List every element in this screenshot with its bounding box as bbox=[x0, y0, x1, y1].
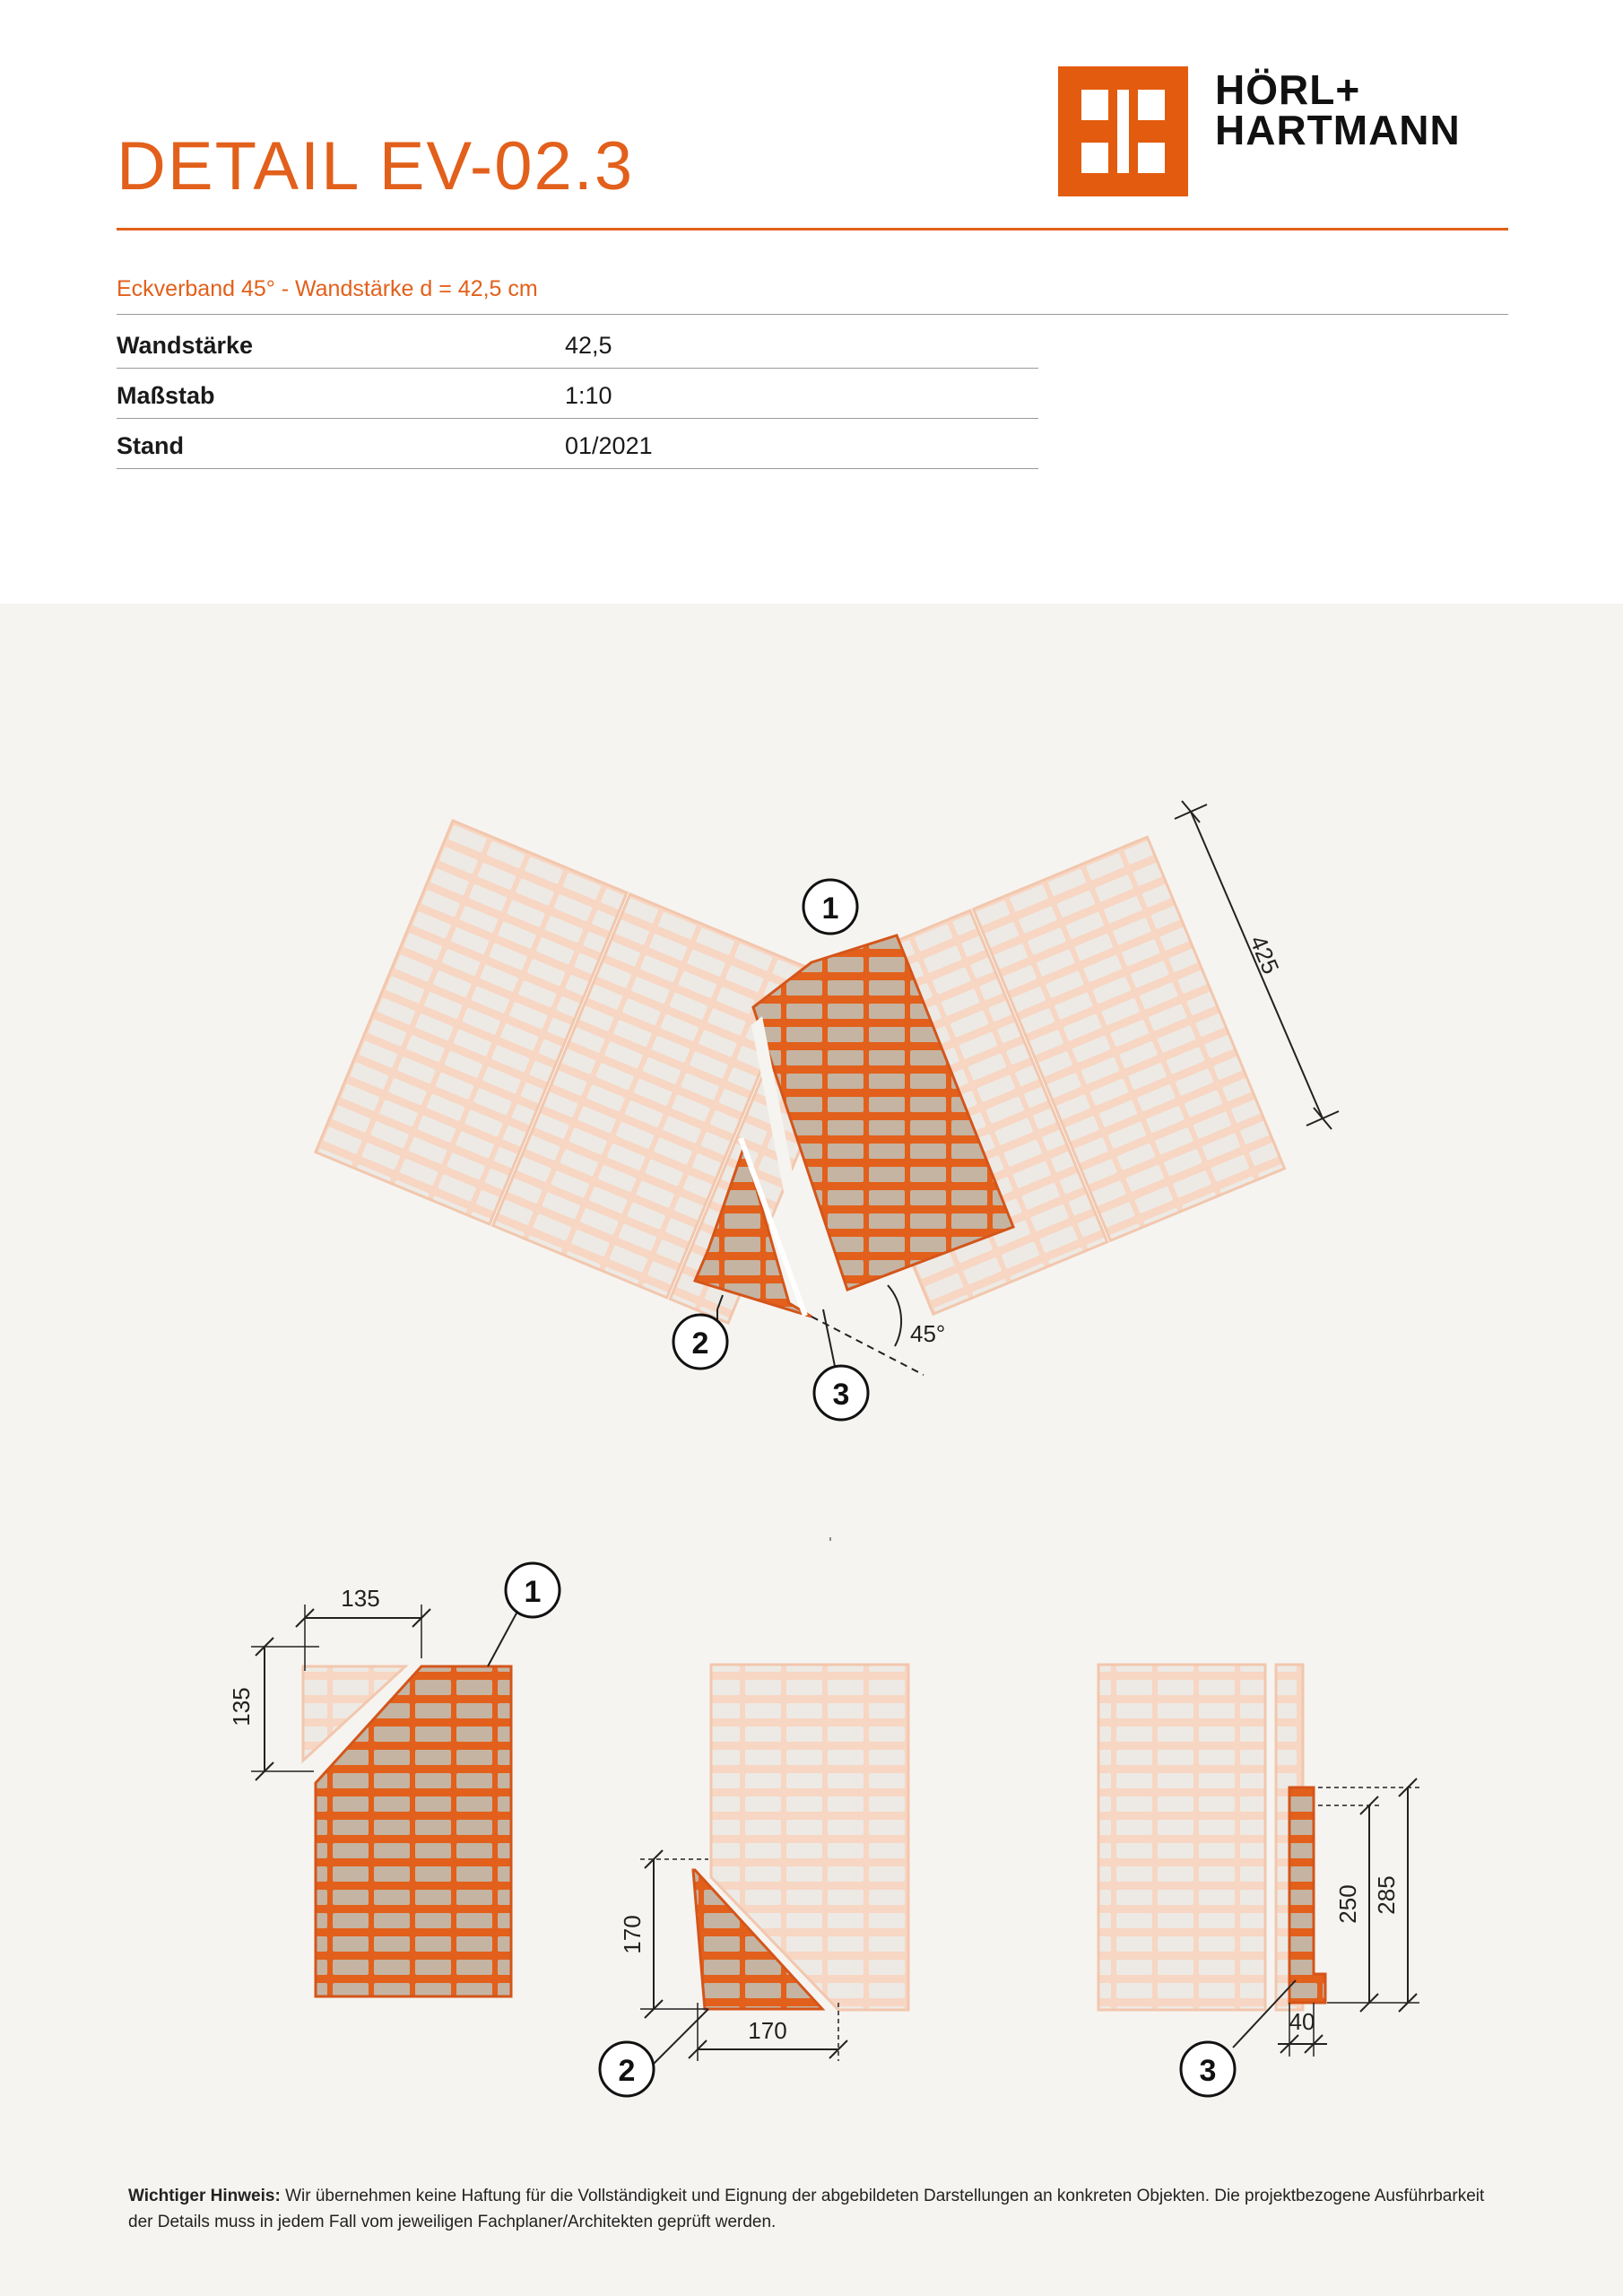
dim-d3-inner bbox=[1318, 1796, 1381, 2012]
property-label: Stand bbox=[117, 432, 185, 459]
page-subtitle: Eckverband 45° - Wandstärke d = 42,5 cm bbox=[117, 276, 538, 301]
disclaimer-note bbox=[128, 2183, 1509, 2235]
svg-text:2: 2 bbox=[618, 2054, 636, 2088]
logo-text-line1: HÖRL+ bbox=[1215, 66, 1361, 113]
svg-text:170: 170 bbox=[748, 2017, 787, 2044]
dim-d2-width bbox=[689, 2003, 847, 2061]
d2-callout bbox=[600, 2009, 708, 2096]
main-corner-plan bbox=[316, 801, 1339, 1541]
property-value: 01/2021 bbox=[565, 432, 653, 459]
property-row-date bbox=[117, 418, 1038, 469]
disclaimer-label: Wichtiger Hinweis: bbox=[128, 2187, 281, 2205]
svg-text:1: 1 bbox=[524, 1575, 542, 1609]
subtitle-rule bbox=[117, 314, 1508, 315]
svg-text:135: 135 bbox=[341, 1585, 380, 1612]
property-label: Maßstab bbox=[117, 382, 215, 409]
property-value: 1:10 bbox=[565, 382, 612, 409]
technical-drawing bbox=[0, 604, 1623, 2128]
detail-3 bbox=[1098, 1665, 1419, 2096]
property-row-scale bbox=[117, 368, 1038, 419]
svg-text:285: 285 bbox=[1373, 1875, 1400, 1915]
detail-1 bbox=[228, 1563, 560, 1996]
dim-d1-width bbox=[296, 1585, 430, 1671]
svg-text:3: 3 bbox=[1199, 2054, 1217, 2088]
svg-text:1: 1 bbox=[821, 891, 839, 926]
svg-text:3: 3 bbox=[832, 1378, 850, 1412]
header-rule bbox=[117, 228, 1508, 230]
dim-label-425: 425 bbox=[1244, 931, 1285, 978]
svg-text:170: 170 bbox=[619, 1915, 646, 1954]
d1-callout bbox=[488, 1563, 560, 1666]
svg-text:40: 40 bbox=[1289, 2008, 1315, 2035]
svg-text:135: 135 bbox=[228, 1687, 255, 1726]
page-title: DETAIL EV-02.3 bbox=[117, 128, 635, 204]
angle-label: 45° bbox=[910, 1320, 946, 1347]
detail-2 bbox=[600, 1665, 908, 2096]
property-value: 42,5 bbox=[565, 332, 612, 359]
disclaimer-text: Wir übernehmen keine Haftung für die Vollständigkeit und Eignung der abgebildeten Darstellungen an konkreten Objekten. Die projektbezogene Ausführbarkeit der Details muss in jedem Fall vom jeweiligen Fachplaner/Architekten geprüft werden. bbox=[128, 2187, 1485, 2231]
svg-text:250: 250 bbox=[1334, 1884, 1361, 1924]
property-label: Wandstärke bbox=[117, 332, 254, 359]
main-callout-3 bbox=[814, 1309, 868, 1420]
logo-text-line2: HARTMANN bbox=[1215, 107, 1461, 153]
property-row-wall-thickness bbox=[117, 317, 1038, 369]
dim-angle bbox=[812, 1285, 945, 1375]
logo-mark-icon bbox=[1058, 66, 1188, 196]
brand-logo bbox=[1058, 66, 1506, 196]
svg-text:2: 2 bbox=[691, 1326, 709, 1361]
